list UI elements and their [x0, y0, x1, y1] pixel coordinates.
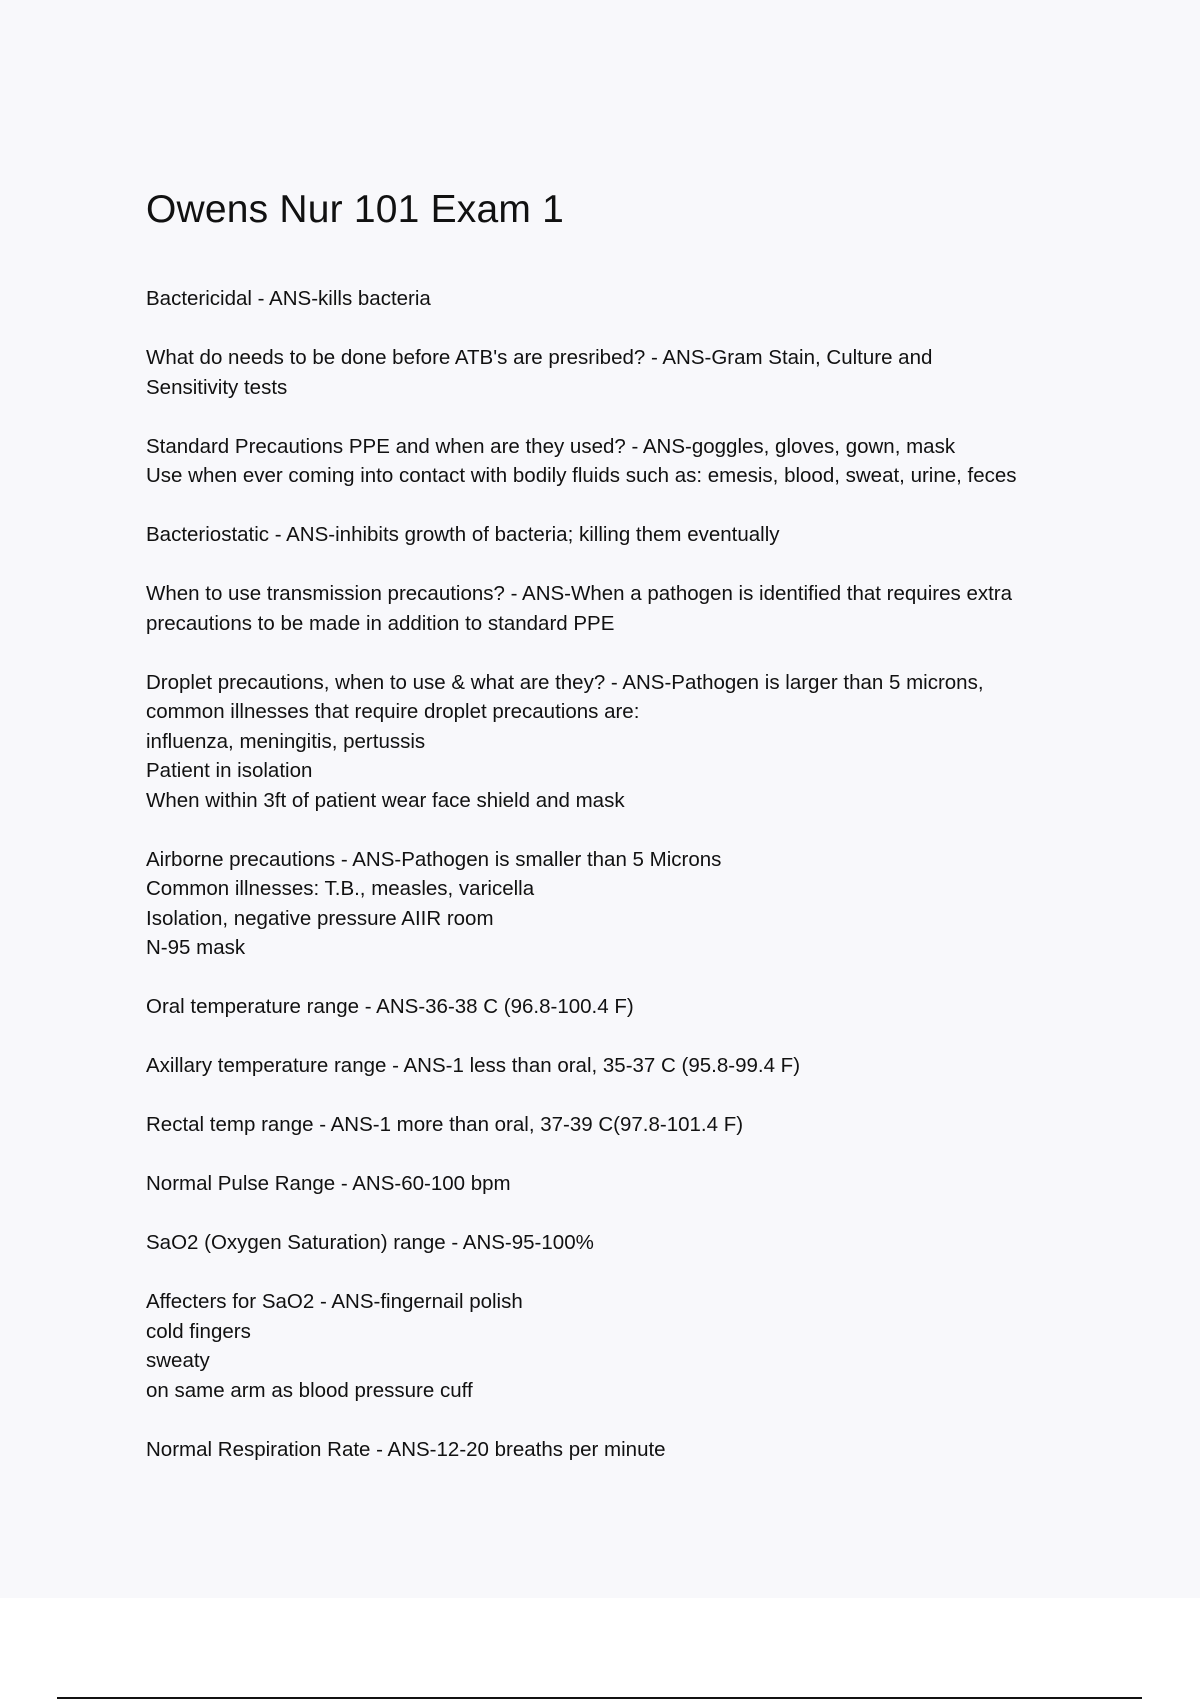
qa-entry-line: Droplet precautions, when to use & what are they? - ANS-Pathogen is larger than 5 microns,	[146, 670, 984, 694]
qa-entry	[146, 520, 1106, 550]
qa-entry-line: Bactericidal - ANS-kills bacteria	[146, 287, 431, 310]
qa-entry	[146, 579, 1106, 638]
qa-entry-line: on same arm as blood pressure cuff	[146, 1378, 473, 1402]
qa-entry-line: N-95 mask	[146, 936, 246, 959]
qa-list	[146, 284, 1106, 1464]
qa-entry	[146, 1169, 1106, 1199]
qa-entry-line: When within 3ft of patient wear face shield and mask	[146, 788, 625, 812]
qa-entry-line: influenza, meningitis, pertussis	[146, 729, 426, 753]
qa-entry	[146, 1110, 1106, 1140]
qa-entry-line: Axillary temperature range - ANS-1 less than oral, 35-37 C (95.8-99.4 F)	[146, 1054, 801, 1077]
qa-entry-line: When to use transmission precautions? - ANS-When a pathogen is identified that requires extra	[146, 582, 1013, 605]
qa-entry-line: Sensitivity tests	[146, 375, 288, 399]
qa-entry	[146, 992, 1106, 1022]
qa-entry-line: Rectal temp range - ANS-1 more than oral, 37-39 C(97.8-101.4 F)	[146, 1113, 744, 1136]
qa-entry	[146, 1228, 1106, 1258]
qa-entry-line: Airborne precautions - ANS-Pathogen is smaller than 5 Microns	[146, 847, 722, 871]
qa-entry-line: Isolation, negative pressure AIIR room	[146, 906, 494, 930]
qa-entry	[146, 1051, 1106, 1081]
qa-entry-line: SaO2 (Oxygen Saturation) range - ANS-95-100%	[146, 1231, 594, 1254]
document-title: Owens Nur 101 Exam 1	[146, 188, 565, 231]
qa-entry-line: precautions to be made in addition to standard PPE	[146, 611, 615, 635]
qa-entry-line: Bacteriostatic - ANS-inhibits growth of bacteria; killing them eventually	[146, 523, 780, 546]
qa-entry	[146, 1287, 1106, 1405]
qa-entry-line: cold fingers	[146, 1319, 251, 1343]
qa-entry	[146, 432, 1106, 491]
qa-entry-line: Normal Respiration Rate - ANS-12-20 breaths per minute	[146, 1437, 666, 1461]
footer-divider	[57, 1697, 1142, 1699]
qa-entry-line: sweaty	[146, 1349, 210, 1372]
qa-entry	[146, 343, 1106, 402]
qa-entry-line: Patient in isolation	[146, 759, 313, 782]
document-content	[146, 182, 1106, 1494]
qa-entry-line: Use when ever coming into contact with bodily fluids such as: emesis, blood, sweat, urine, feces	[146, 464, 1017, 487]
qa-entry	[146, 845, 1106, 963]
qa-entry-line: Standard Precautions PPE and when are they used? - ANS-goggles, gloves, gown, mask	[146, 434, 956, 458]
qa-entry-line: Normal Pulse Range - ANS-60-100 bpm	[146, 1172, 511, 1195]
qa-entry-line: Common illnesses: T.B., measles, varicella	[146, 877, 535, 900]
qa-entry	[146, 668, 1106, 816]
qa-entry	[146, 284, 1106, 314]
qa-entry-line: What do needs to be done before ATB's are presribed? - ANS-Gram Stain, Culture and	[146, 346, 933, 369]
qa-entry-line: Oral temperature range - ANS-36-38 C (96.8-100.4 F)	[146, 995, 634, 1018]
qa-entry-line: Affecters for SaO2 - ANS-fingernail polish	[146, 1290, 523, 1313]
qa-entry	[146, 1435, 1106, 1465]
qa-entry-line: common illnesses that require droplet precautions are:	[146, 700, 640, 723]
